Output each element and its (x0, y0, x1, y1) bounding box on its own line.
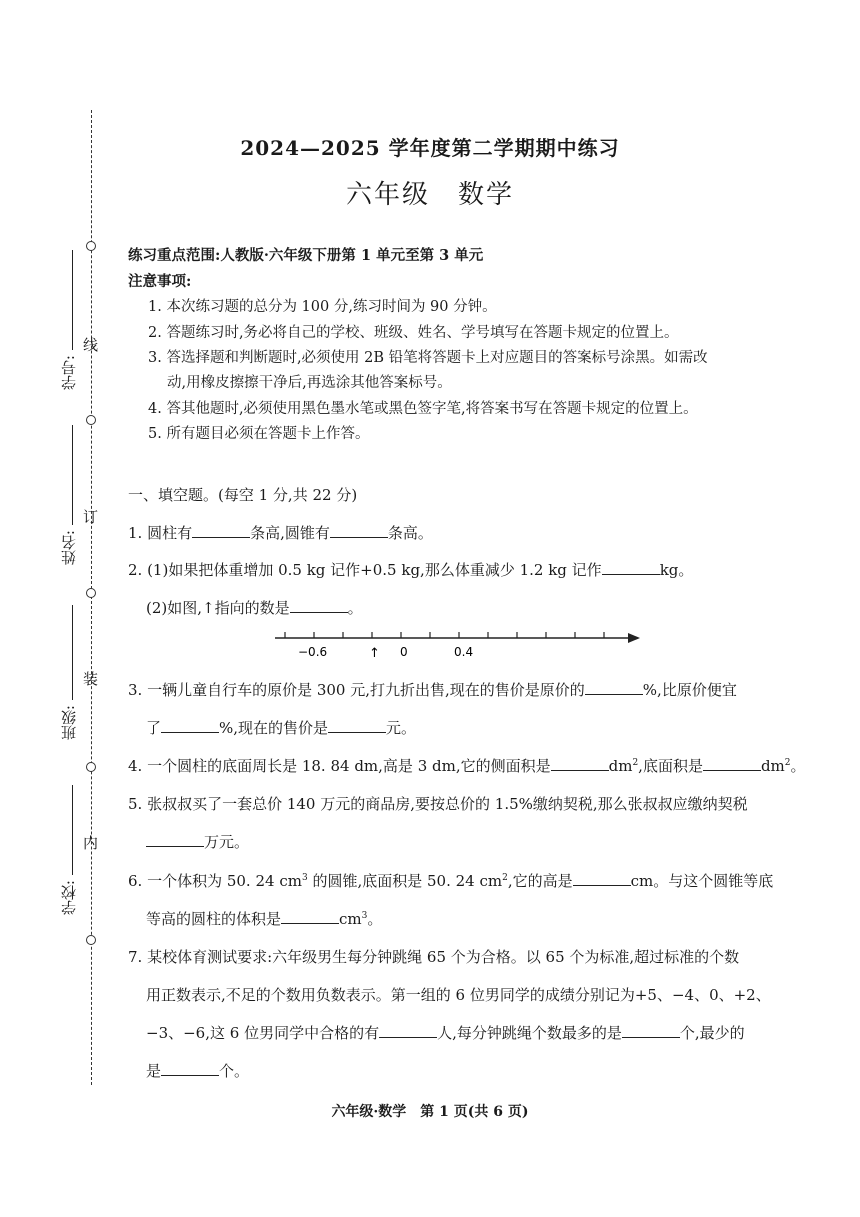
answer-blank[interactable] (192, 523, 250, 538)
answer-blank[interactable] (573, 871, 631, 886)
q7-text: −3、−6,这 6 位男同学中合格的有 (146, 1024, 380, 1042)
question-7-line3 (146, 1022, 745, 1043)
q6-sup: 3 (301, 873, 308, 883)
question-5 (128, 793, 748, 814)
note-item: 4. 答其他题时,必须使用黑色墨水笔或黑色签字笔,将答案书写在答题卡规定的位置上。 (148, 401, 698, 417)
class-label: 班级: (60, 705, 78, 741)
binding-ring (86, 415, 96, 425)
q6-text: 。 (367, 910, 383, 928)
q2b-text: 。 (347, 599, 363, 617)
note-item: 3. 答选择题和判断题时,必须使用 2B 铅笔将答题卡上对应题目的答案标号涂黑。如需改 (148, 350, 708, 366)
answer-blank[interactable] (328, 718, 386, 733)
tick-label: 0.4 (454, 645, 474, 659)
number-line (270, 626, 650, 662)
answer-blank[interactable] (281, 909, 339, 924)
note-item: 动,用橡皮擦擦干净后,再选涂其他答案标号。 (167, 375, 452, 391)
school-label: 学校: (60, 880, 78, 916)
note-item: 5. 所有题目必须在答题卡上作答。 (148, 426, 370, 442)
q3-text: 3. 一辆儿童自行车的原价是 300 元,打九折出售,现在的售价是原价的 (128, 681, 585, 699)
answer-blank[interactable] (290, 598, 348, 613)
binding-ring (86, 588, 96, 598)
answer-blank[interactable] (622, 1023, 680, 1038)
q3-text: %,比原价便宜 (642, 681, 737, 699)
binding-ring (86, 762, 96, 772)
q6-text: cm。与这个圆锥等底 (630, 872, 774, 890)
q3-text: 了 (146, 719, 162, 737)
question-7: 7. 某校体育测试要求:六年级男生每分钟跳绳 65 个为合格。以 65 个为标准,超过标准的个数 (128, 948, 740, 966)
number-line-ticks (285, 632, 604, 638)
answer-blank[interactable] (585, 680, 643, 695)
section-heading: 一、填空题。(每空 1 分,共 22 分) (128, 486, 358, 504)
binding-ring (86, 241, 96, 251)
question-5-cont (146, 831, 249, 852)
number-line-arrow (628, 633, 640, 643)
binding-char: 订 (83, 508, 99, 526)
question-6 (128, 870, 773, 891)
question-2-2 (146, 597, 363, 618)
answer-blank[interactable] (703, 756, 761, 771)
answer-blank[interactable] (330, 523, 388, 538)
q6-text: cm (339, 910, 362, 928)
q5-text: 万元。 (204, 833, 250, 851)
question-2-1 (128, 559, 693, 580)
q2-text: kg。 (659, 561, 694, 579)
exam-subtitle: 六年级 数学 (345, 180, 514, 210)
q6-sup: 2 (502, 873, 508, 883)
page-footer: 六年级·数学 第 1 页(共 6 页) (331, 1104, 529, 1120)
q7-text: 个,最少的 (679, 1024, 745, 1042)
q2b-text: (2)如图,↑指向的数是 (146, 599, 290, 617)
answer-blank[interactable] (379, 1023, 437, 1038)
q7-text: 人,每分钟跳绳个数最多的是 (437, 1024, 622, 1042)
q6-text: 的圆锥,底面积是 50. 24 cm (307, 872, 503, 890)
q4-sup: 2 (784, 758, 791, 768)
question-7-line2: 用正数表示,不足的个数用负数表示。第一组的 6 位男同学的成绩分别记为+5、−4、0、+2、 (146, 986, 771, 1004)
note-item: 1. 本次练习题的总分为 100 分,练习时间为 90 分钟。 (148, 299, 497, 315)
name-label: 姓名: (60, 530, 78, 566)
q4-text: dm (608, 757, 633, 775)
q7-text: 个。 (219, 1062, 250, 1080)
answer-blank[interactable] (551, 756, 609, 771)
q6-text: 等高的圆柱的体积是 (146, 910, 282, 928)
question-1 (128, 522, 433, 543)
question-3-cont (146, 717, 416, 738)
notes-heading: 注意事项: (128, 273, 192, 290)
binding-char: 线 (83, 336, 99, 354)
tick-label: 0 (400, 645, 408, 659)
answer-blank[interactable] (146, 832, 204, 847)
note-item: 2. 答题练习时,务必将自己的学校、班级、姓名、学号填写在答题卡规定的位置上。 (148, 325, 679, 341)
q3-text: %,现在的售价是 (219, 719, 329, 737)
question-6-cont (146, 908, 382, 929)
class-line[interactable] (72, 605, 73, 700)
q4-sup: 2 (632, 758, 639, 768)
student-id-line[interactable] (72, 250, 73, 350)
answer-blank[interactable] (602, 560, 660, 575)
answer-blank[interactable] (161, 1061, 219, 1076)
q1-text: 1. 圆柱有 (128, 524, 193, 542)
q4-text: dm (760, 757, 785, 775)
question-4 (128, 755, 806, 776)
exam-title: 2024—2025 学年度第二学期期中练习 (240, 136, 620, 160)
q1-text: 条高,圆锥有 (250, 524, 330, 542)
tick-label: −0.6 (298, 645, 328, 659)
q2-text: 2. (1)如果把体重增加 0.5 kg 记作+0.5 kg,那么体重减少 1.2 kg 记作 (128, 561, 602, 579)
q1-text: 条高。 (387, 524, 433, 542)
student-id-label: 学号: (60, 355, 78, 391)
q3-text: 元。 (386, 719, 417, 737)
school-line[interactable] (72, 785, 73, 875)
pointer-arrow: ↑ (369, 646, 380, 661)
q7-text: 是 (146, 1062, 162, 1080)
question-3 (128, 679, 737, 700)
scope-line: 练习重点范围:人教版·六年级下册第 1 单元至第 3 单元 (128, 247, 484, 264)
q5-text: 5. 张叔叔买了一套总价 140 万元的商品房,要按总价的 1.5%缴纳契税,那么张叔叔应缴纳契税 (128, 795, 748, 813)
q6-sup: 3 (361, 911, 368, 921)
name-line[interactable] (72, 425, 73, 525)
q4-text: 。 (790, 757, 806, 775)
q6-text: ,它的高是 (507, 872, 573, 890)
question-7-line4 (146, 1060, 249, 1081)
binding-ring (86, 935, 96, 945)
q4-text: ,底面积是 (638, 757, 703, 775)
q6-text: 6. 一个体积为 50. 24 cm (128, 872, 302, 890)
answer-blank[interactable] (161, 718, 219, 733)
binding-char: 内 (83, 834, 99, 852)
q4-text: 4. 一个圆柱的底面周长是 18. 84 dm,高是 3 dm,它的侧面积是 (128, 757, 551, 775)
binding-char: 装 (83, 670, 99, 688)
